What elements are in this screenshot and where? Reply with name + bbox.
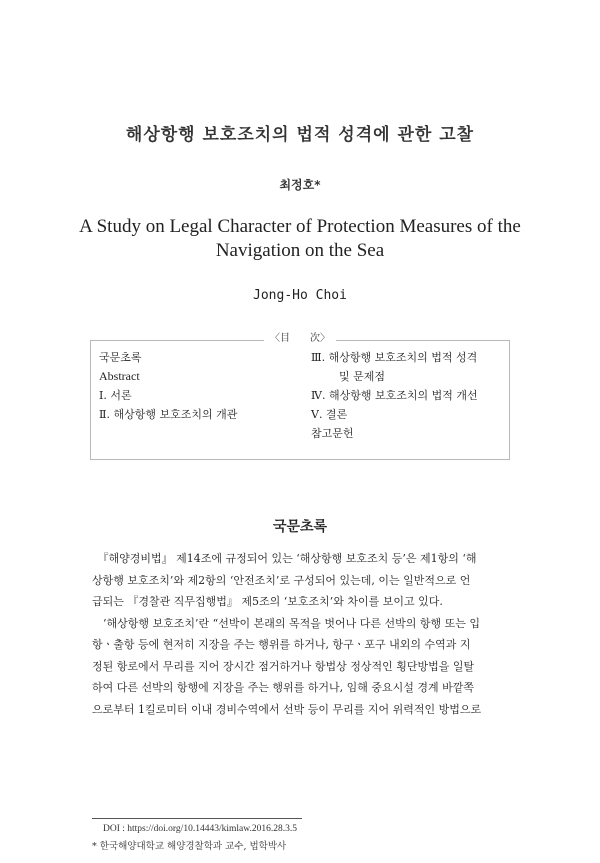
toc-item: Ⅲ. 해상항행 보호조치의 법적 성격	[311, 351, 478, 364]
toc-left-column	[99, 348, 299, 424]
body-line: 『해양경비법』 제14조에 규정되어 있는 ‘해상항행 보호조치 등’은 제1항의 ‘해	[92, 552, 477, 565]
body-line: 항ㆍ출항 등에 현저히 지장을 주는 행위를 하거나, 항구ㆍ포구 내외의 수역과 지	[92, 638, 471, 651]
abstract-body	[92, 548, 512, 720]
toc-item: 국문초록	[99, 351, 142, 364]
toc-item: Ⅱ. 해상항행 보호조치의 개관	[99, 408, 238, 421]
toc-item: 및 문제점	[339, 370, 386, 383]
body-line: 으로부터 1킬로미터 이내 경비수역에서 선박 등이 무리를 지어 위력적인 방법으로	[92, 702, 482, 716]
toc-item: 참고문헌	[311, 427, 354, 440]
toc-item: Abstract	[99, 369, 140, 383]
toc-heading: 〈目 次〉	[264, 332, 336, 346]
toc-item: Ⅳ. 해상항행 보호조치의 법적 개선	[311, 389, 478, 402]
doi-link[interactable]: DOI : https://doi.org/10.14443/kimlaw.2016.28.3.5	[103, 824, 297, 834]
toc-item: Ⅰ. 서론	[99, 389, 132, 402]
paper-title-english: A Study on Legal Character of Protection Measures of the Navigation on the Sea	[79, 216, 521, 261]
body-line: 급되는 『경찰관 직무집행법』 제5조의 ‘보호조치’와 차이를 보이고 있다.	[92, 595, 443, 608]
body-line: 정된 항로에서 무리를 지어 장시간 점거하거나 항법상 정상적인 횡단방법을 일탈	[92, 659, 475, 673]
section-title-abstract: 국문초록	[272, 519, 328, 535]
author-affiliation-footnote: * 한국해양대학교 해양경찰학과 교수, 법학박사	[92, 841, 287, 852]
footnote-divider	[92, 818, 302, 819]
body-line: 상항행 보호조치’와 제2항의 ‘안전조치’로 구성되어 있는데, 이는 일반적으로 언	[92, 573, 471, 587]
body-line: 하여 다른 선박의 항행에 지장을 주는 행위를 하거나, 임해 중요시설 경계 바깥쪽	[92, 681, 474, 694]
author-name-english: Jong-Ho Choi	[253, 288, 347, 303]
paper-title-korean: 해상항행 보호조치의 법적 성격에 관한 고찰	[125, 125, 475, 145]
author-name-korean: 최정호*	[279, 178, 321, 192]
body-line: ‘해상항행 보호조치’란 “선박이 본래의 목적을 벗어나 다른 선박의 항행 또는 입	[92, 616, 480, 630]
toc-right-column	[311, 348, 507, 443]
toc-item: Ⅴ. 결론	[311, 408, 348, 421]
